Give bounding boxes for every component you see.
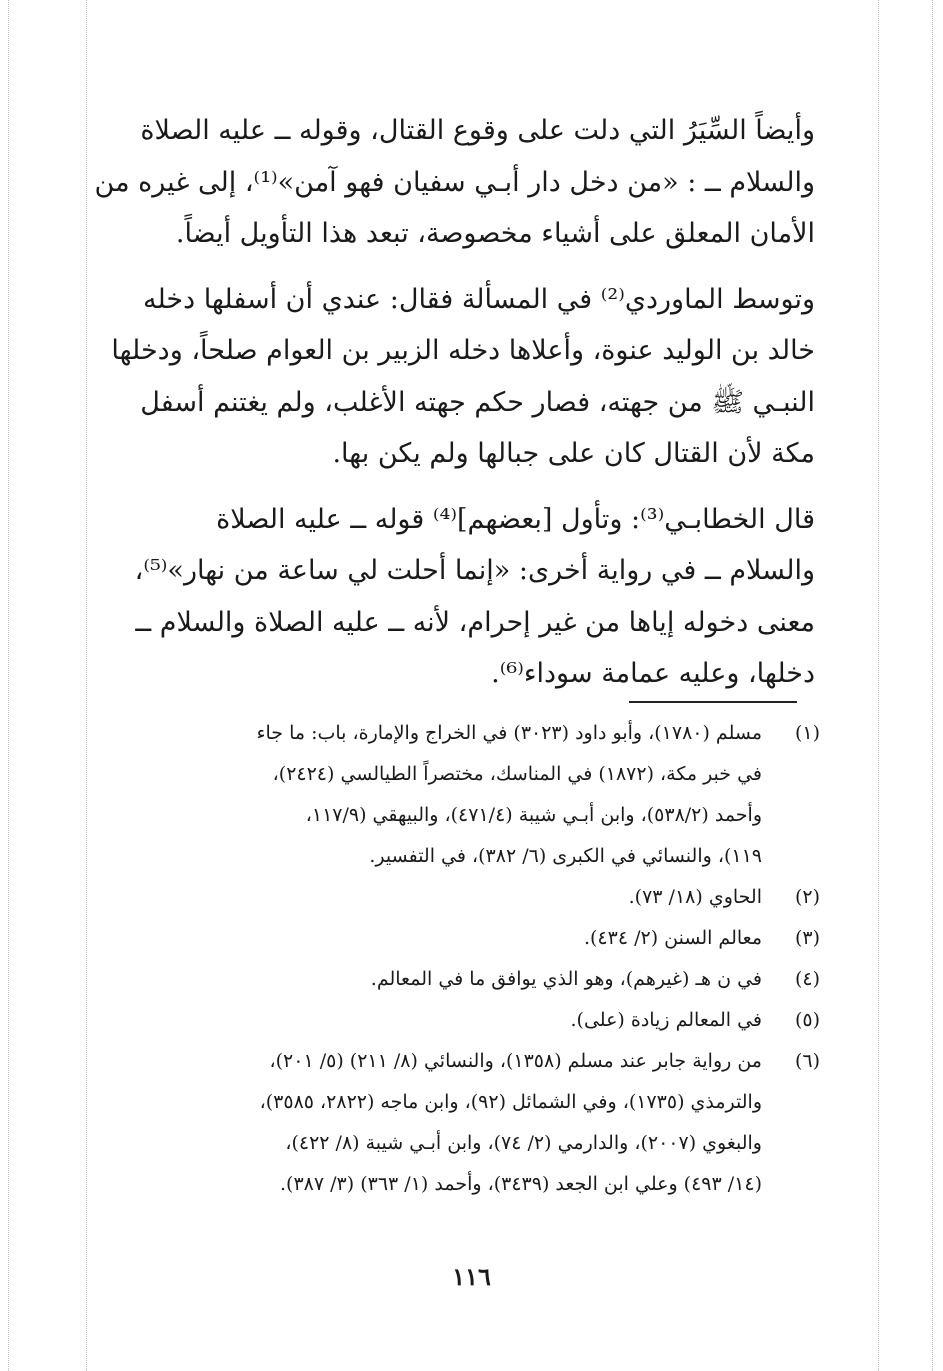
- text-line: خالد بن الوليد عنوة، وأعلاها دخله الزبير بن العوام صلحاً، ودخلها: [111, 335, 815, 366]
- footnote-number: (٢): [794, 886, 820, 908]
- footnote-line: من رواية جابر عند مسلم (١٣٥٨)، والنسائي (٨/ ٢١١) (٥/ ٢٠١)،: [269, 1050, 762, 1072]
- footnote-line: والترمذي (١٧٣٥)، وفي الشمائل (٩٢)، وابن ماجه (٢٨٢٢، ٣٥٨٥)،: [259, 1091, 762, 1113]
- footnote-line: معالم السنن (٢/ ٤٣٤).: [583, 927, 762, 949]
- footnote-6: [120, 1041, 820, 1205]
- paragraph-2: [111, 274, 815, 480]
- footnote-3: [120, 918, 820, 959]
- text-line: وتوسط الماوردي⁽²⁾ في المسألة فقال: عندي أن أسفلها دخله: [143, 283, 815, 315]
- footnote-line: في المعالم زيادة (على).: [570, 1009, 762, 1031]
- text-line: دخلها، وعليه عمامة سوداء⁽⁶⁾.: [491, 658, 815, 689]
- text-line: والسلام ــ : «من دخل دار أبـي سفيان فهو آمن»⁽¹⁾، إلى غيره من: [94, 166, 815, 198]
- footnote-5: [120, 1000, 820, 1041]
- scan-edge-line: [8, 0, 9, 1371]
- paragraph-1: [94, 105, 815, 260]
- footnote-separator: [629, 701, 797, 703]
- text-line: معنى دخوله إياها من غير إحرام، لأنه ــ عليه الصلاة والسلام ــ: [135, 606, 815, 638]
- footnote-line: وأحمد (٥٣٨/٢)، وابن أبـي شيبة (٤٧١/٤)، والبيهقي (١١٧/٩،: [305, 804, 762, 826]
- paragraph-3: [120, 494, 815, 700]
- footnote-line: (١٤/ ٤٩٣) وعلي ابن الجعد (٣٤٣٩)، وأحمد (١/ ٣٦٣) (٣/ ٣٨٧).: [280, 1173, 762, 1195]
- main-text: [94, 105, 815, 714]
- text-line: مكة لأن القتال كان على جبالها ولم يكن بها.: [332, 438, 815, 469]
- text-line: وأيضاً السِّيَرُ التي دلت على وقوع القتال، وقوله ــ عليه الصلاة: [140, 115, 815, 146]
- footnote-number: (٦): [794, 1050, 820, 1072]
- footnote-line: في ن هـ (غيرهم)، وهو الذي يوافق ما في المعالم.: [370, 968, 762, 990]
- text-line: قال الخطابـي⁽³⁾: وتأول [بعضهم]⁽⁴⁾ قوله ــ عليه الصلاة: [216, 503, 815, 535]
- page-number: ١١٦: [452, 1262, 491, 1291]
- footnotes: [120, 713, 820, 1205]
- scan-edge-line: [878, 0, 879, 1371]
- footnote-line: ١١٩)، والنسائي في الكبرى (٦/ ٣٨٢)، في التفسير.: [369, 845, 762, 867]
- footnote-number: (٥): [794, 1009, 820, 1031]
- footnote-1: [120, 713, 820, 877]
- text-line: والسلام ــ في رواية أخرى: «إنما أحلت لي ساعة من نهار»⁽⁵⁾،: [134, 555, 815, 586]
- footnote-line: في خبر مكة، (١٨٧٢) في المناسك، مختصراً الطيالسي (٢٤٢٤)،: [272, 763, 762, 785]
- footnote-number: (٣): [794, 927, 820, 949]
- footnote-line: مسلم (١٧٨٠)، وأبو داود (٣٠٢٣) في الخراج والإمارة، باب: ما جاء: [256, 722, 762, 744]
- text-line: النبـي ﷺ من جهته، فصار حكم جهته الأغلب، ولم يغتنم أسفل: [140, 386, 815, 418]
- footnote-line: الحاوي (١٨/ ٧٣).: [628, 886, 762, 908]
- footnote-number: (١): [794, 722, 820, 744]
- text-line: الأمان المعلق على أشياء مخصوصة، تبعد هذا التأويل أيضاً.: [175, 218, 815, 249]
- footnote-line: والبغوي (٢٠٠٧)، والدارمي (٢/ ٧٤)، وابن أبـي شيبة (٨/ ٤٢٢)،: [285, 1132, 762, 1154]
- footnote-4: [120, 959, 820, 1000]
- scan-edge-line: [932, 0, 933, 1371]
- footnote-number: (٤): [794, 968, 820, 990]
- scan-edge-line: [86, 0, 87, 1371]
- footnote-2: [120, 877, 820, 918]
